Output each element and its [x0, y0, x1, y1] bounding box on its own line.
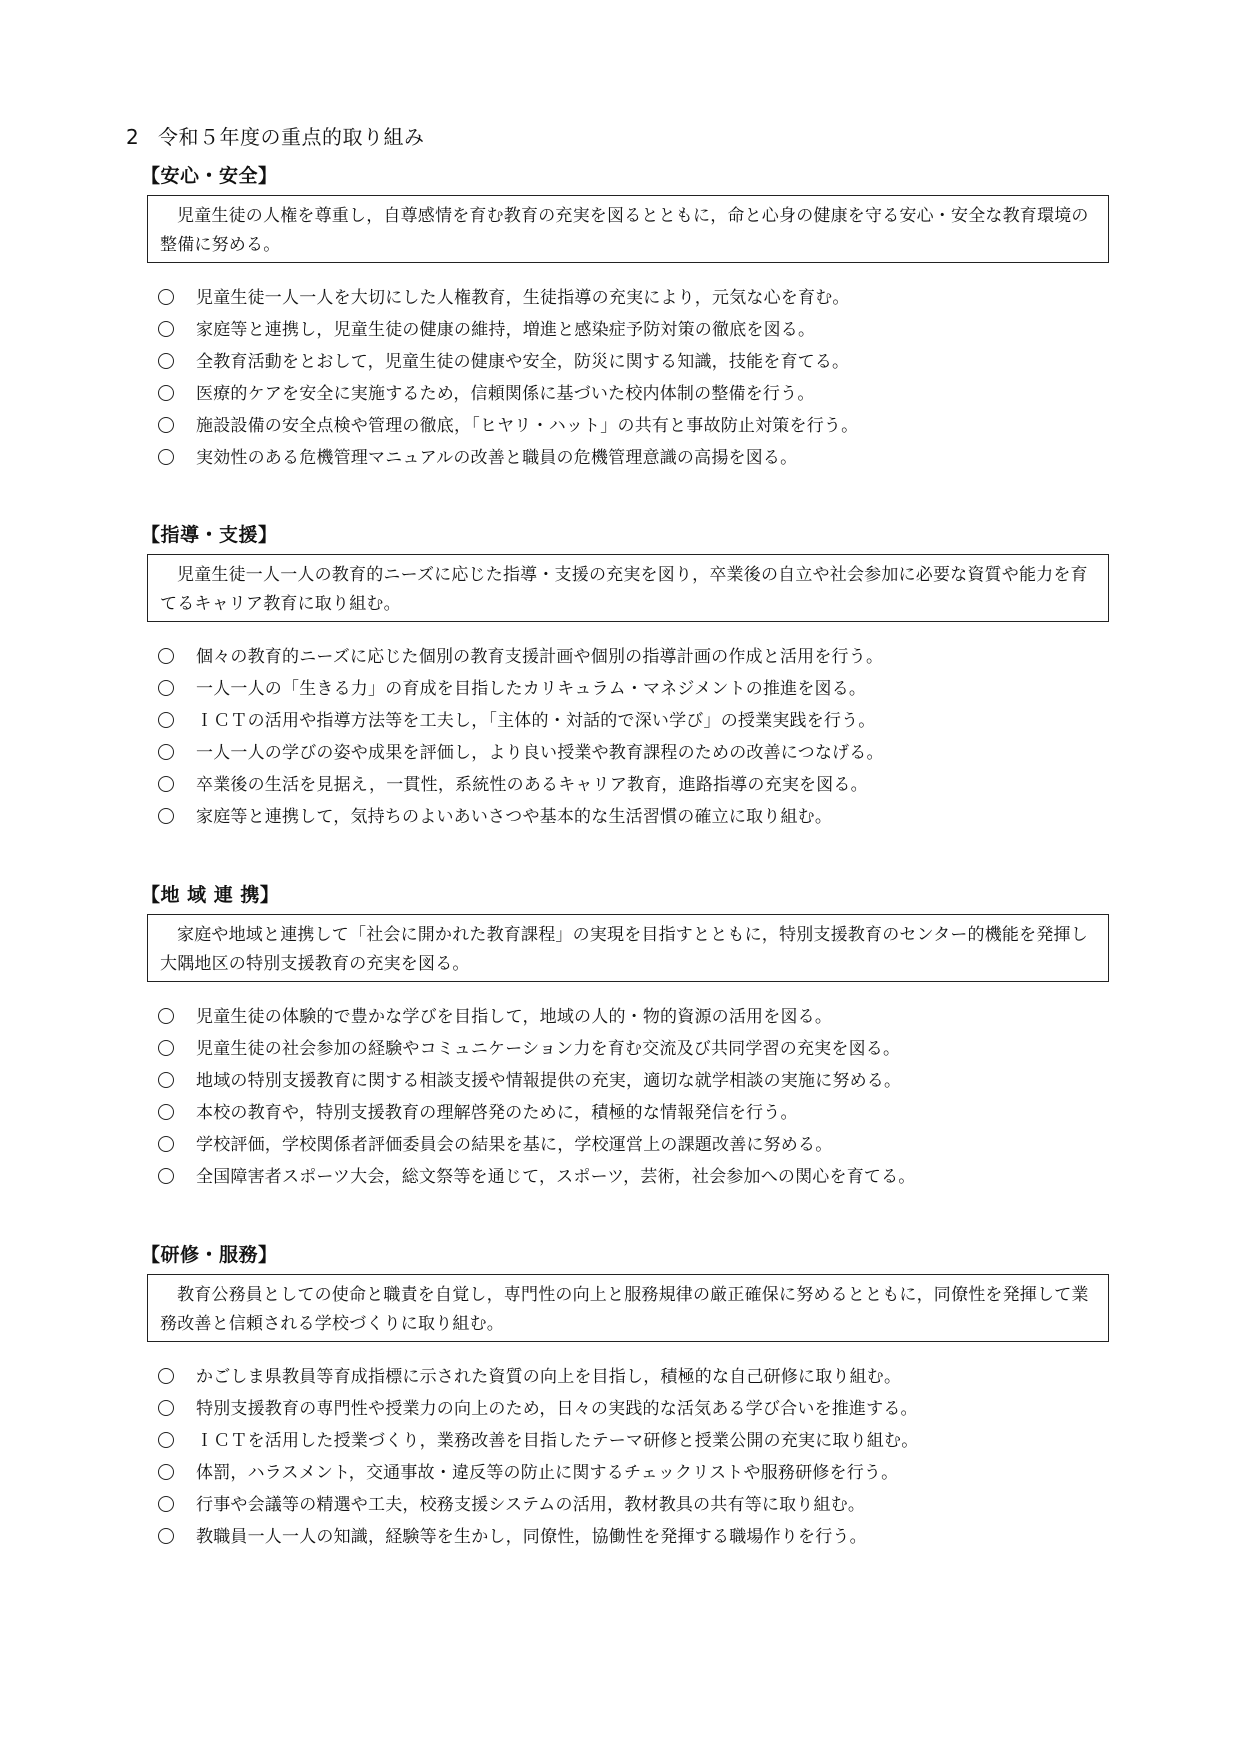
- list-item: 体罰，ハラスメント，交通事故・違反等の防止に関するチェックリストや服務研修を行う。: [158, 1457, 918, 1489]
- circle-bullet-icon: [158, 1496, 174, 1512]
- list-item: ＩＣＴの活用や指導方法等を工夫し，「主体的・対話的で深い学び」の授業実践を行う。: [158, 705, 884, 737]
- heading-title: 令和５年度の重点的取り組み: [158, 125, 425, 149]
- list-item: 本校の教育や，特別支援教育の理解啓発のために，積極的な情報発信を行う。: [158, 1097, 916, 1129]
- policy-box: 児童生徒の人権を尊重し，自尊感情を育む教育の充実を図るとともに，命と心身の健康を守る安心・安全な教育環境の整備に努める。: [147, 195, 1109, 263]
- list-item: 児童生徒の体験的で豊かな学びを目指して，地域の人的・物的資源の活用を図る。: [158, 1001, 916, 1033]
- circle-bullet-icon: [158, 648, 174, 664]
- list-item: 特別支援教育の専門性や授業力の向上のため，日々の実践的な活気ある学び合いを推進する。: [158, 1393, 918, 1425]
- list-item: 学校評価，学校関係者評価委員会の結果を基に，学校運営上の課題改善に努める。: [158, 1129, 916, 1161]
- circle-bullet-icon: [158, 1040, 174, 1056]
- policy-box: 児童生徒一人一人の教育的ニーズに応じた指導・支援の充実を図り，卒業後の自立や社会参加に必要な資質や能力を育てるキャリア教育に取り組む。: [147, 554, 1109, 622]
- list-item: 家庭等と連携し，児童生徒の健康の維持，増進と感染症予防対策の徹底を図る。: [158, 314, 858, 346]
- list-item: 全国障害者スポーツ大会，総文祭等を通じて，スポーツ，芸術，社会参加への関心を育てる。: [158, 1161, 916, 1193]
- circle-bullet-icon: [158, 680, 174, 696]
- list-item: 児童生徒一人一人を大切にした人権教育，生徒指導の充実により，元気な心を育む。: [158, 282, 858, 314]
- section-title: 【研修・服務】: [141, 1244, 278, 1266]
- list-item: 児童生徒の社会参加の経験やコミュニケーション力を育む交流及び共同学習の充実を図る。: [158, 1033, 916, 1065]
- list-item: ＩＣＴを活用した授業づくり，業務改善を目指したテーマ研修と授業公開の充実に取り組む。: [158, 1425, 918, 1457]
- section-title: 【指導・支援】: [141, 524, 278, 546]
- item-list: [158, 1001, 916, 1193]
- list-item: 地域の特別支援教育に関する相談支援や情報提供の充実，適切な就学相談の実施に努める。: [158, 1065, 916, 1097]
- circle-bullet-icon: [158, 712, 174, 728]
- policy-box: 教育公務員としての使命と職責を自覚し，専門性の向上と服務規律の厳正確保に努めるとともに，同僚性を発揮して業務改善と信頼される学校づくりに取り組む。: [147, 1274, 1109, 1342]
- policy-box: 家庭や地域と連携して「社会に開かれた教育課程」の実現を目指すとともに，特別支援教育のセンター的機能を発揮し大隅地区の特別支援教育の充実を図る。: [147, 914, 1109, 982]
- circle-bullet-icon: [158, 321, 174, 337]
- circle-bullet-icon: [158, 449, 174, 465]
- section-title: 【地 域 連 携】: [141, 884, 280, 906]
- circle-bullet-icon: [158, 1400, 174, 1416]
- item-list: [158, 1361, 918, 1553]
- list-item: 一人一人の学びの姿や成果を評価し，より良い授業や教育課程のための改善につなげる。: [158, 737, 884, 769]
- heading-number: 2: [126, 125, 140, 149]
- circle-bullet-icon: [158, 1432, 174, 1448]
- circle-bullet-icon: [158, 1368, 174, 1384]
- circle-bullet-icon: [158, 1008, 174, 1024]
- circle-bullet-icon: [158, 1464, 174, 1480]
- list-item: 医療的ケアを安全に実施するため，信頼関係に基づいた校内体制の整備を行う。: [158, 378, 858, 410]
- circle-bullet-icon: [158, 1136, 174, 1152]
- list-item: 行事や会議等の精選や工夫，校務支援システムの活用，教材教具の共有等に取り組む。: [158, 1489, 918, 1521]
- item-list: [158, 282, 858, 474]
- circle-bullet-icon: [158, 1168, 174, 1184]
- list-item: 教職員一人一人の知識，経験等を生かし，同僚性，協働性を発揮する職場作りを行う。: [158, 1521, 918, 1553]
- list-item: 全教育活動をとおして，児童生徒の健康や安全，防災に関する知識，技能を育てる。: [158, 346, 858, 378]
- circle-bullet-icon: [158, 1104, 174, 1120]
- circle-bullet-icon: [158, 417, 174, 433]
- list-item: 個々の教育的ニーズに応じた個別の教育支援計画や個別の指導計画の作成と活用を行う。: [158, 641, 884, 673]
- list-item: 実効性のある危機管理マニュアルの改善と職員の危機管理意識の高揚を図る。: [158, 442, 858, 474]
- circle-bullet-icon: [158, 744, 174, 760]
- list-item: 家庭等と連携して，気持ちのよいあいさつや基本的な生活習慣の確立に取り組む。: [158, 801, 884, 833]
- list-item: かごしま県教員等育成指標に示された資質の向上を目指し，積極的な自己研修に取り組む。: [158, 1361, 918, 1393]
- circle-bullet-icon: [158, 1528, 174, 1544]
- section-title: 【安心・安全】: [141, 165, 278, 187]
- circle-bullet-icon: [158, 385, 174, 401]
- list-item: 卒業後の生活を見据え，一貫性，系統性のあるキャリア教育，進路指導の充実を図る。: [158, 769, 884, 801]
- list-item: 施設設備の安全点検や管理の徹底，「ヒヤリ・ハット」の共有と事故防止対策を行う。: [158, 410, 858, 442]
- circle-bullet-icon: [158, 1072, 174, 1088]
- circle-bullet-icon: [158, 808, 174, 824]
- circle-bullet-icon: [158, 776, 174, 792]
- circle-bullet-icon: [158, 353, 174, 369]
- list-item: 一人一人の「生きる力」の育成を目指したカリキュラム・マネジメントの推進を図る。: [158, 673, 884, 705]
- document-heading: [126, 121, 425, 150]
- item-list: [158, 641, 884, 833]
- circle-bullet-icon: [158, 289, 174, 305]
